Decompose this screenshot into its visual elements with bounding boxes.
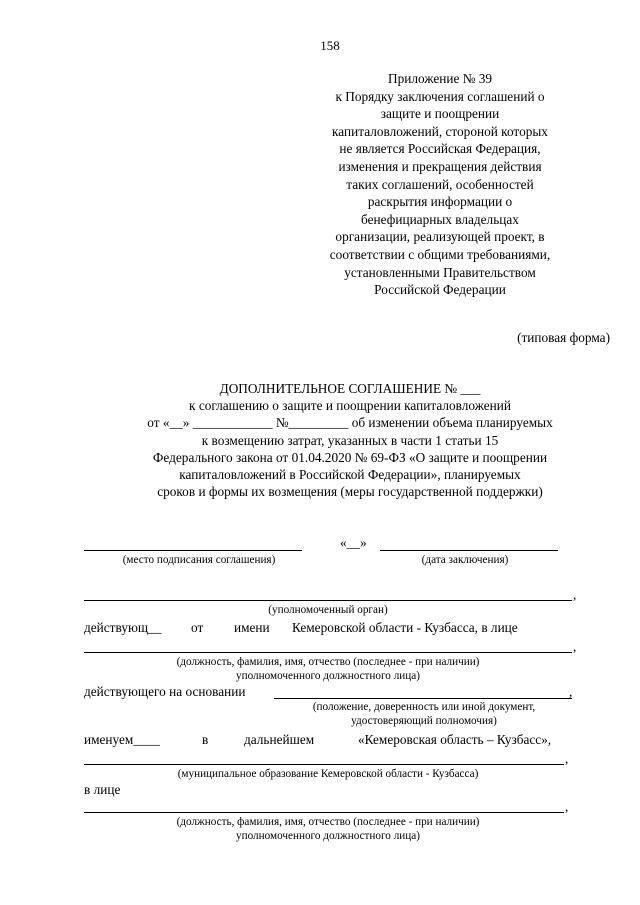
official2-name-caption: уполномоченного должностного лица) (236, 830, 420, 842)
comma: , (573, 587, 577, 602)
comma: , (573, 639, 577, 654)
title-line: сроков и формы их возмещения (меры государственной поддержки) (157, 484, 543, 500)
signing-place-field[interactable] (84, 550, 302, 551)
appendix-line: Российской Федерации (374, 282, 506, 298)
title-line: к соглашению о защите и поощрении капиталовложений (189, 398, 511, 414)
appendix-line: организации, реализующей проект, в (335, 229, 545, 245)
appendix-line: капиталовложений, стороной которых (332, 123, 548, 139)
basis-caption: удостоверяющий полномочия) (351, 715, 497, 727)
official-name-caption: (должность, фамилия, имя, отчество (последнее - при наличии) (176, 656, 480, 668)
acting-word-1: действующ__ (84, 620, 162, 635)
appendix-line: Приложение № 39 (388, 71, 492, 86)
appendix-line: защите и поощрении (380, 106, 500, 122)
official-name-caption: уполномоченного должностного лица) (236, 670, 420, 682)
signing-date-caption: (дата заключения) (421, 554, 509, 566)
comma: , (569, 684, 573, 699)
form-type-label: (типовая форма) (517, 330, 610, 345)
official2-name-caption: (должность, фамилия, имя, отчество (последнее - при наличии) (176, 816, 480, 828)
named-word-1: именуем____ (84, 732, 160, 747)
title-line: капиталовложений в Российской Федерации», планируемых (179, 467, 521, 483)
appendix-line: не является Российская Федерация, (339, 141, 541, 157)
appendix-line: таких соглашений, особенностей (346, 176, 534, 192)
named-word-3: дальнейшем (244, 732, 315, 747)
acting-word-4: Кемеровской области - Кузбасса, в лице (292, 620, 518, 635)
official2-name-field[interactable] (84, 812, 564, 813)
in-person-label: в лице (84, 782, 121, 797)
acting-word-3: имени (234, 620, 270, 635)
appendix-line: к Порядку заключения соглашений о (335, 88, 545, 104)
appendix-header (290, 70, 590, 299)
authorized-body-field[interactable] (84, 600, 572, 601)
basis-caption: (положение, доверенность или иной документ, (312, 701, 536, 713)
appendix-line: соответствии с общими требованиями, (329, 246, 551, 262)
signing-place-caption: (место подписания соглашения) (122, 554, 276, 566)
title-line: Федерального закона от 01.04.2020 № 69-ФЗ «О защите и поощрении (152, 449, 548, 465)
named-word-4: «Кемеровская область – Кузбасс», (358, 732, 552, 747)
agreement-title (60, 380, 640, 500)
appendix-line: установленными Правительством (344, 264, 536, 280)
municipality-field[interactable] (84, 764, 564, 765)
municipality-caption: (муниципальное образование Кемеровской области - Кузбасса) (177, 768, 479, 780)
appendix-line: изменения и прекращения действия (338, 158, 542, 174)
page-number: 158 (320, 38, 340, 53)
title-line: от «__» ____________ №_________ об изменении объема планируемых (147, 415, 553, 431)
acting-word-2: от (191, 620, 204, 635)
official-name-field[interactable] (84, 652, 572, 653)
appendix-line: раскрытия информации о (367, 194, 513, 210)
appendix-line: бенефициарных владельцах (361, 211, 519, 227)
comma: , (565, 751, 569, 766)
title-line: к возмещению затрат, указанных в части 1 статьи 15 (201, 432, 499, 448)
title-line: ДОПОЛНИТЕЛЬНОЕ СОГЛАШЕНИЕ № ___ (219, 381, 481, 396)
basis-document-field[interactable] (274, 698, 572, 699)
authorized-body-caption: (уполномоченный орган) (268, 604, 388, 616)
named-word-2: в (202, 732, 209, 747)
signing-date-field[interactable] (380, 550, 558, 551)
basis-label: действующего на основании (84, 684, 246, 699)
comma: , (565, 799, 569, 814)
date-day-prefix: «__» (340, 535, 367, 550)
